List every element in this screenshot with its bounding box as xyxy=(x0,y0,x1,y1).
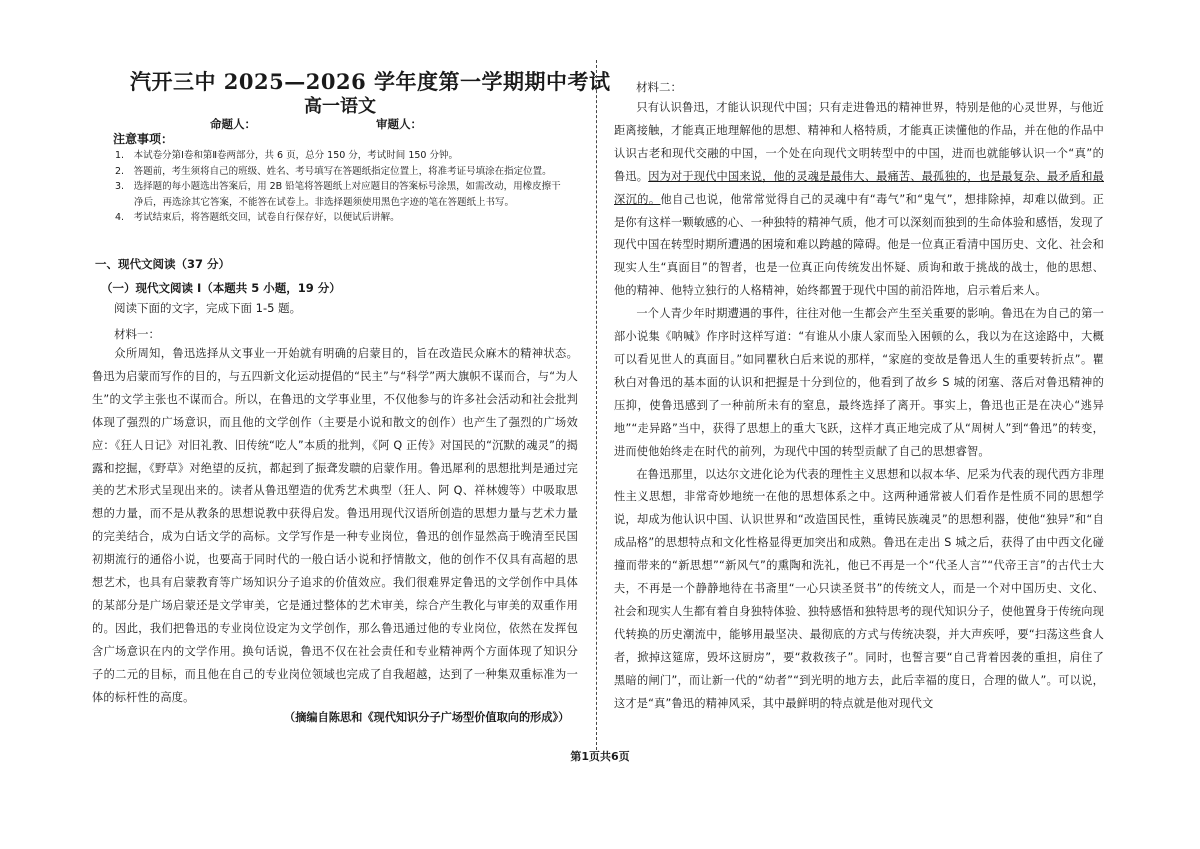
note-item: 2. 答题前，考生须将自己的班级、姓名、考号填写在答题纸指定位置上，将准考证号填涂在指定位置。 xyxy=(115,165,552,177)
exam-subject: 高一语文 xyxy=(304,96,376,117)
setter-label: 命题人： xyxy=(210,117,256,131)
material2-para-text: 他自己也说，他常常觉得自己的灵魂中有“毒气”和“鬼气”，想排除掉，却难以做到。正是你有这样一颗敏感的心、一种独特的精神气质，他才可以深刻而独到的生命体验和感悟，发现了现代中国在转型时期所遭遇的困境和难以跨越的障碍。他是一位真正看清中国历史、文化、社会和现实人生“真面目”的智者，也是一位真正向传统发出怀疑、质询和敢于挑战的战士，他的思想、他的精神、他特立独行的人格精神，始终都置于现代中国的前沿阵地，启示着后来人。 xyxy=(614,192,1104,298)
material2-paragraph xyxy=(614,97,1104,303)
material1-source: （摘编自陈思和《现代知识分子广场型价值取向的形成》） xyxy=(284,711,570,724)
material2-paragraph: 一个人青少年时期遭遇的事件，往往对他一生都会产生至关重要的影响。鲁迅在为自己的第一部小说集《呐喊》作序时这样写道：“有谁从小康人家而坠入困顿的么，我以为在这途路中，大概可以看见世人的真面目。”如同瞿秋白后来说的那样，“家庭的变故是鲁迅人生的重要转折点”。瞿秋白对鲁迅的基本面的认识和把握是十分到位的，他看到了故乡 S 城的闭塞、落后对鲁迅精神的压抑，使鲁迅感到了一种前所未有的窒息，最终选择了离开。事实上，鲁迅也正是在决心“逃异地”“走异路”当中，获得了思想上的重大飞跃，这样才真正地完成了从“周树人”到“鲁迅”的转变，进而使他始终走在时代的前列，为现代中国的转型贡献了自己的思想睿智。 xyxy=(614,307,1104,458)
material1-paragraph: 众所周知，鲁迅选择从文事业一开始就有明确的启蒙目的，旨在改造民众麻木的精神状态。鲁迅为启蒙而写作的目的，与五四新文化运动提倡的“民主”与“科学”两大旗帜不谋而合，与“为人生”的文学主张也不谋而合。所以，在鲁迅的文学事业里，不仅他参与的许多社会活动和社会批判体现了强烈的广场意识，而且他的文学创作（主要是小说和散文的创作）也产生了强烈的广场效应：《狂人日记》对旧礼教、旧传统“吃人”本质的批判，《阿 Q 正传》对国民的“沉默的魂灵”的揭露和挖掘，《野草》对绝望的反抗，都起到了振聋发聩的启蒙作用。鲁迅犀利的思想批判是通过完美的艺术形式呈现出来的。读者从鲁迅塑造的优秀艺术典型（狂人、阿 Q、祥林嫂等）中吸取思想的力量，而不是从教条的思想说教中获得启发。鲁迅用现代汉语所创造的思想力量与艺术力量的完美结合，成为白话文学的高标。文学写作是一种专业岗位，鲁迅的创作显然高于晚清至民国初期流行的通俗小说，也要高于同时代的一般白话小说和抒情散文，他的创作不仅具有高超的思想艺术，也具有启蒙教育等广场知识分子追求的价值效应。我们很难界定鲁迅的文学创作中具体的某部分是广场启蒙还是文学审美，它是通过整体的艺术审美，综合产生教化与审美的双重作用的。因此，我们把鲁迅的专业岗位设定为文学创作，那么鲁迅通过他的专业岗位，依然在发挥包含广场意识在内的文学作用。换句话说，鲁迅不仅在社会责任和专业精神两个方面体现了知识分子的二元的目标，而且他在自己的专业岗位领域也完成了自我超越，达到了一种集双重标准为一体的标杆性的高度。 xyxy=(92,347,578,704)
notes-heading: 注意事项： xyxy=(113,132,174,146)
note-item: 4. 考试结束后，将答题纸交回，试卷自行保存好，以便试后讲解。 xyxy=(115,212,400,223)
column-divider xyxy=(596,60,597,750)
note-item: 1. 本试卷分第Ⅰ卷和第Ⅱ卷两部分，共 6 页，总分 150 分，考试时间 150 分钟。 xyxy=(115,150,458,161)
authors-line xyxy=(210,116,422,132)
material2-body xyxy=(614,97,1104,715)
exam-title: 汽开三中 2025—2026 学年度第一学期期中考试 xyxy=(130,69,611,94)
material2-label: 材料二： xyxy=(636,80,682,94)
material2-underlined-text: 因为对于现代中国来说，他的灵魂是最伟大、最痛苦、最孤独的，也是最复杂、最矛盾和最深沉的。 xyxy=(614,169,1104,206)
section-heading: 一、现代文阅读（37 分） xyxy=(95,257,231,271)
note-item: 3. 选择题的每小题选出答案后，用 2B 铅笔将答题纸上对应题目的答案标号涂黑，如需改动，用橡皮擦干 xyxy=(115,181,561,192)
page-footer: 第1页共6页 xyxy=(570,750,630,763)
material2-para-text: 只有认识鲁迅，才能认识现代中国；只有走进鲁迅的精神世界，特别是他的心灵世界，与他近距离接触，才能真正地理解他的思想、精神和人格特质，才能真正读懂他的作品，并在他的作品中认识古老和现代交融的中国，一个处在向现代文明转型中的中国，进而也就能够认识一个“真”的鲁迅。 xyxy=(614,101,1104,183)
material2-paragraph: 在鲁迅那里，以达尔文进化论为代表的理性主义思想和以叔本华、尼采为代表的现代西方非理性主义思想，非常奇妙地统一在他的思想体系之中。这两种通常被人们看作是性质不同的思想学说，却成为他认识中国、认识世界和“改造国民性，重铸民族魂灵”的思想利器，使他“独异”和“自成品格”的思想特点和文化性格显得更加突出和成熟。鲁迅在走出 S 城之后，获得了由中西文化碰撞而带来的“新思想”“新风气”的熏陶和洗礼，他已不再是一个“代圣人言”“代帝王言”的古代士大夫，不再是一个静静地待在书斋里“一心只读圣贤书”的传统文人，而是一个对中国历史、文化、社会和现实人生都有着自身独特体验、独特感悟和独特思考的现代知识分子，使他置身于传统向现代转换的历史潮流中，能够用最坚决、最彻底的方式与传统决裂，并大声疾呼，要“扫荡这些食人者，掀掉这筵席，毁坏这厨房”，要“救救孩子”。同时，也誓言要“自己背着因袭的重担，肩住了黑暗的闸门”，而让新一代的“幼者”“到光明的地方去，此后幸福的度日，合理的做人”。可以说，这才是“真”鲁迅的精神风采，其中最鲜明的特点就是他对现代文 xyxy=(614,467,1104,710)
instruction-text: 阅读下面的文字，完成下面 1-5 题。 xyxy=(114,301,302,315)
material1-label: 材料一： xyxy=(114,327,160,341)
subsection-heading: （一）现代文阅读 Ⅰ（本题共 5 小题，19 分） xyxy=(101,281,341,295)
notes-list xyxy=(115,148,585,226)
note-item: 净后，再选涂其它答案，不能答在试卷上。非选择题须使用黑色字迹的笔在答题纸上书写。 xyxy=(115,196,515,208)
material1-body xyxy=(92,343,578,710)
reviewer-label: 审题人： xyxy=(376,117,422,131)
